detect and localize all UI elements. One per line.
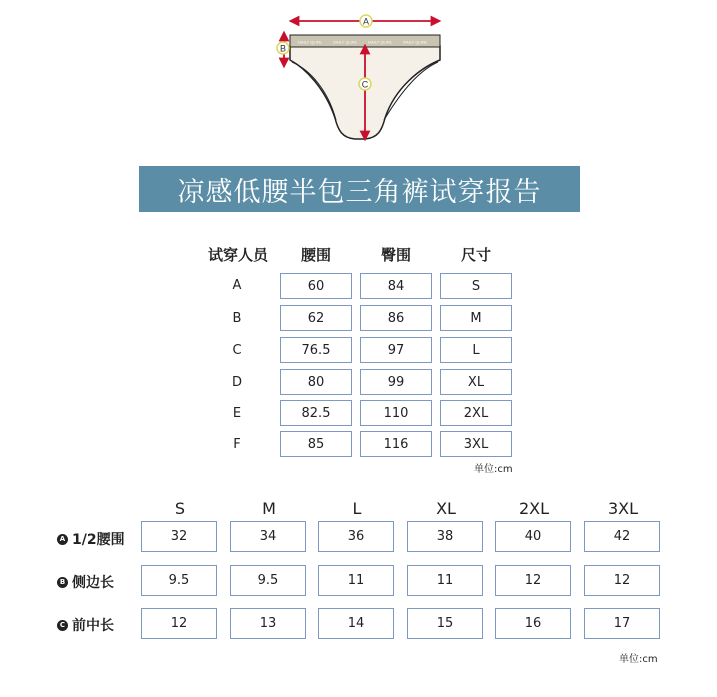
trial-unit-note: 单位:cm (474, 464, 513, 475)
trial-header-person: 试穿人员 (207, 246, 268, 264)
trial-header-hip: 臀围 (380, 246, 411, 264)
trial-waist-cell: 82.5 (280, 400, 352, 426)
band-text-1: DAILY QLIFE (298, 39, 322, 45)
trial-person-label: C (232, 343, 242, 358)
trial-person-label: F (233, 437, 241, 452)
label-b: B (279, 43, 287, 54)
trial-hip-cell: 84 (360, 273, 432, 299)
size-value-cell: 34 (230, 521, 306, 552)
trial-hip-cell: 116 (360, 431, 432, 457)
size-header: M (262, 499, 276, 518)
size-value-cell: 11 (318, 565, 394, 596)
size-value-cell: 32 (141, 521, 217, 552)
band-text-4: DAILY QLIFE (403, 39, 427, 45)
size-value-cell: 13 (230, 608, 306, 639)
trial-waist-cell: 80 (280, 369, 352, 395)
size-value-cell: 11 (407, 565, 483, 596)
badge-c-icon: C (57, 620, 68, 631)
trial-size-cell: L (440, 337, 512, 363)
size-header: 3XL (607, 499, 639, 518)
trial-waist-cell: 60 (280, 273, 352, 299)
size-header: XL (436, 499, 456, 518)
size-value-cell: 12 (495, 565, 571, 596)
measure-label-half-waist (57, 529, 125, 549)
size-value-cell: 16 (495, 608, 571, 639)
trial-header-waist: 腰围 (300, 246, 331, 264)
trial-size-cell: S (440, 273, 512, 299)
size-header: 2XL (518, 499, 550, 518)
size-value-cell: 38 (407, 521, 483, 552)
size-value-cell: 14 (318, 608, 394, 639)
trial-size-cell: 3XL (440, 431, 512, 457)
briefs-diagram (270, 8, 450, 153)
trial-hip-cell: 97 (360, 337, 432, 363)
size-value-cell: 12 (141, 608, 217, 639)
size-value-cell: 17 (584, 608, 660, 639)
trial-person-label: D (231, 375, 242, 390)
trial-person-label: E (232, 406, 242, 421)
size-value-cell: 15 (407, 608, 483, 639)
measure-label-text: 侧边长 (72, 575, 114, 591)
trial-waist-cell: 76.5 (280, 337, 352, 363)
trial-waist-cell: 85 (280, 431, 352, 457)
trial-size-cell: M (440, 305, 512, 331)
measure-label-text: 1/2腰围 (72, 532, 125, 548)
trial-header-size: 尺寸 (460, 246, 491, 264)
trial-hip-cell: 86 (360, 305, 432, 331)
badge-a-icon: A (57, 534, 68, 545)
trial-hip-cell: 99 (360, 369, 432, 395)
size-value-cell: 42 (584, 521, 660, 552)
size-value-cell: 40 (495, 521, 571, 552)
badge-b-icon: B (57, 577, 68, 588)
label-c: C (361, 79, 369, 90)
measure-label-text: 前中长 (72, 618, 114, 634)
trial-waist-cell: 62 (280, 305, 352, 331)
band-text-3: DAILY QLIFE (368, 39, 392, 45)
trial-hip-cell: 110 (360, 400, 432, 426)
measure-label-front-length (57, 615, 114, 635)
size-value-cell: 9.5 (141, 565, 217, 596)
size-unit-note: 单位:cm (619, 654, 658, 665)
band-text-2: DAILY QLIFE (333, 39, 357, 45)
size-value-cell: 36 (318, 521, 394, 552)
size-header: S (174, 499, 186, 518)
trial-size-cell: XL (440, 369, 512, 395)
size-header: L (352, 499, 362, 518)
measure-label-side-length (57, 572, 114, 592)
trial-person-label: A (232, 278, 242, 293)
label-a: A (362, 16, 370, 27)
size-value-cell: 12 (584, 565, 660, 596)
trial-size-cell: 2XL (440, 400, 512, 426)
size-value-cell: 9.5 (230, 565, 306, 596)
trial-person-label: B (232, 311, 242, 326)
report-title: 凉感低腰半包三角裤试穿报告 (139, 166, 580, 212)
